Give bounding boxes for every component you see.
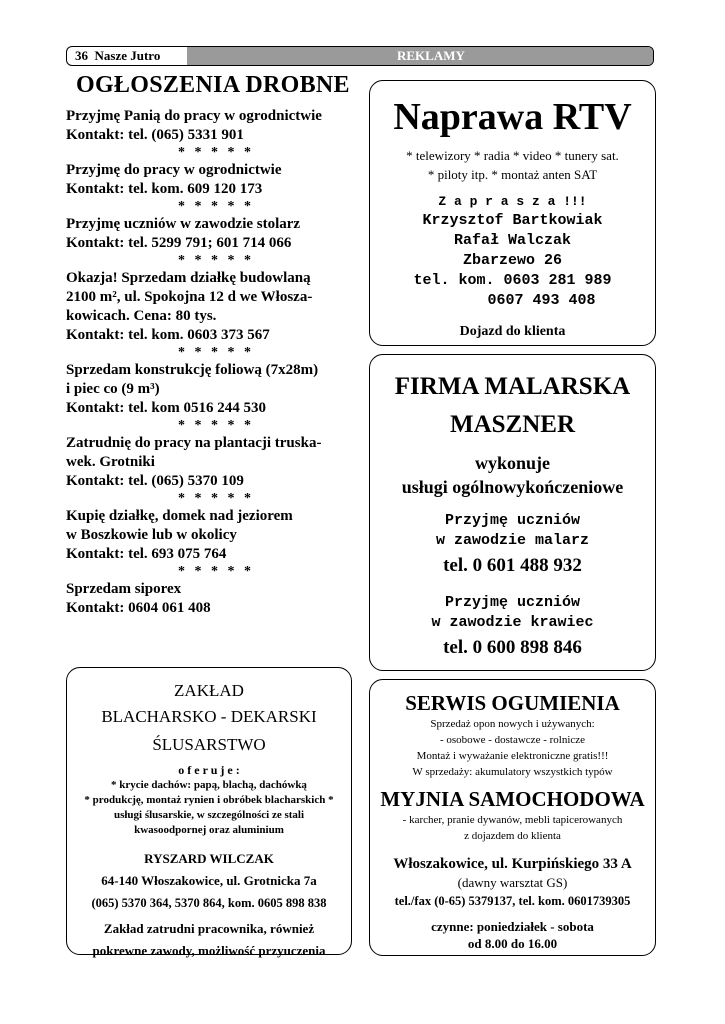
malarska-phone-1: tel. 0 601 488 932: [443, 555, 582, 576]
classified-ad-line: Okazja! Sprzedam działkę budowlaną: [66, 270, 311, 286]
blacharski-owner: RYSZARD WILCZAK: [144, 851, 274, 866]
classified-separator: * * * * *: [178, 199, 254, 214]
rtv-invite: Z a p r a s z a !!!: [438, 194, 587, 209]
classified-separator: * * * * *: [178, 145, 254, 160]
classified-ad-line: Kontakt: tel. kom. 0603 373 567: [66, 327, 270, 343]
blacharski-offers: o f e r u j e :: [178, 763, 240, 777]
ogumienie-title: SERWIS OGUMIENIA: [405, 691, 620, 715]
classified-separator: * * * * *: [178, 491, 254, 506]
ad-firma-malarska: [369, 354, 656, 671]
classified-ad: [66, 507, 366, 564]
ogumienie-hours-2: od 8.00 do 16.00: [467, 936, 558, 951]
classified-ad-line: Przyjmę do pracy w ogrodnictwie: [66, 162, 282, 178]
page-number: 36 Nasze Jutro: [75, 48, 161, 63]
classified-ad-line: wek. Grotniki: [66, 454, 155, 470]
rtv-name-1: Krzysztof Bartkowiak: [422, 212, 603, 229]
ogumienie-phones: tel./fax (0-65) 5379137, tel. kom. 0601739305: [394, 894, 631, 908]
blacharski-item-2: * produkcję, montaż rynien i obróbek blacharskich *: [84, 794, 334, 806]
classified-ad-line: i piec co (9 m³): [66, 381, 160, 397]
classified-separator: * * * * *: [178, 564, 254, 579]
classified-ad: [66, 215, 366, 253]
malarska-offer-1b: w zawodzie malarz: [435, 532, 590, 549]
blacharski-phones: (065) 5370 364, 5370 864, kom. 0605 898 838: [91, 896, 327, 910]
ogumienie-address: Włoszakowice, ul. Kurpińskiego 33 A: [393, 856, 632, 872]
classified-ad: [66, 434, 366, 491]
malarska-title-2: MASZNER: [449, 411, 575, 438]
blacharski-item-4: kwasoodpornej oraz aluminium: [134, 824, 284, 836]
classified-ad-line: Przyjmę Panią do pracy w ogrodnictwie: [66, 108, 322, 124]
ogumienie-former: (dawny warsztat GS): [457, 875, 568, 890]
malarska-phone-2: tel. 0 600 898 846: [443, 637, 582, 658]
classified-separator: * * * * *: [178, 418, 254, 433]
classified-ad-line: Zatrudnię do pracy na plantacji truska-: [66, 435, 322, 451]
ogumienie-line-4: W sprzedaży: akumulatory wszystkich typów: [412, 766, 613, 778]
classified-ad: [66, 580, 366, 618]
malarska-offer-1a: Przyjmę uczniów: [444, 512, 581, 529]
classified-ad-line: w Boszkowie lub w okolicy: [66, 527, 237, 543]
classified-ad: [66, 361, 366, 418]
classified-ad: [66, 269, 366, 345]
ogumienie-hours-1: czynne: poniedziałek - sobota: [431, 919, 594, 934]
blacharski-title-1: ZAKŁAD: [174, 681, 244, 700]
page-header: [66, 46, 654, 66]
classified-separator: * * * * *: [178, 345, 254, 360]
classified-ad-line: Przyjmę uczniów w zawodzie stolarz: [66, 216, 301, 232]
classified-ad-line: Kontakt: tel. 693 075 764: [66, 546, 227, 562]
blacharski-title-2: BLACHARSKO - DEKARSKI: [101, 707, 317, 726]
ogumienie-line-3: Montaż i wyważanie elektroniczne gratis!!!: [416, 750, 609, 762]
section-title: REKLAMY: [397, 48, 465, 63]
classified-ad-line: kowicach. Cena: 80 tys.: [66, 308, 217, 324]
classifieds-list: [66, 107, 366, 618]
ogumienie-line-2: - osobowe - dostawcze - rolnicze: [439, 734, 586, 746]
classified-ad-line: Kontakt: tel. (065) 5331 901: [66, 127, 244, 143]
classified-ad-line: Kontakt: tel. kom. 609 120 173: [66, 181, 263, 197]
classified-ad-line: Kontakt: 0604 061 408: [66, 600, 211, 616]
rtv-phone-1: tel. kom. 0603 281 989: [413, 272, 612, 289]
classified-ad-line: Kupię działkę, domek nad jeziorem: [66, 508, 293, 524]
rtv-phone-2: 0607 493 408: [487, 292, 596, 309]
classified-ad-line: Kontakt: tel. 5299 791; 601 714 066: [66, 235, 292, 251]
malarska-line-2: usługi ogólnowykończeniowe: [401, 477, 624, 497]
malarska-offer-2a: Przyjmę uczniów: [444, 594, 581, 611]
ad-naprawa-rtv: [369, 80, 656, 346]
ad-zaklad-blacharski: [66, 667, 352, 958]
ogumienie-line-6: z dojazdem do klienta: [464, 830, 561, 842]
classified-ad-line: Kontakt: tel. (065) 5370 109: [66, 473, 244, 489]
blacharski-title-3: ŚLUSARSTWO: [152, 735, 266, 754]
blacharski-item-3: usługi ślusarskie, w szczególności ze stali: [113, 809, 305, 821]
rtv-name-2: Rafał Walczak: [453, 232, 572, 249]
classified-ad-line: Sprzedam konstrukcję foliową (7x28m): [66, 362, 319, 378]
rtv-note: Dojazd do klienta: [459, 324, 566, 339]
classified-ad-line: Sprzedam siporex: [66, 581, 182, 597]
blacharski-note-1: Zakład zatrudni pracownika, również: [103, 921, 315, 936]
rtv-address: Zbarzewo 26: [462, 252, 563, 269]
rtv-title: Naprawa RTV: [393, 96, 632, 138]
malarska-title-1: FIRMA MALARSKA: [394, 373, 631, 400]
classified-ad: [66, 107, 366, 145]
classified-ad-line: Kontakt: tel. kom 0516 244 530: [66, 400, 266, 416]
blacharski-item-1: * krycie dachów: papą, blachą, dachówką: [111, 779, 307, 791]
classified-ad: [66, 161, 366, 199]
rtv-services-1: * telewizory * radia * video * tunery sat.: [406, 148, 619, 163]
rtv-services-2: * piloty itp. * montaż anten SAT: [427, 167, 598, 182]
classifieds-heading: OGŁOSZENIA DROBNE: [76, 72, 350, 98]
ad-serwis-ogumienia: [369, 679, 656, 956]
ogumienie-line-5: - karcher, pranie dywanów, mebli tapicerowanych: [402, 814, 623, 826]
blacharski-note-2: pokrewne zawody, możliwość przyuczenia: [92, 943, 326, 958]
classifieds-column: [66, 72, 366, 618]
malarska-line-1: wykonuje: [474, 453, 550, 473]
blacharski-address: 64-140 Włoszakowice, ul. Grotnicka 7a: [101, 873, 317, 888]
malarska-offer-2b: w zawodzie krawiec: [431, 614, 594, 631]
classified-separator: * * * * *: [178, 253, 254, 268]
ogumienie-line-1: Sprzedaż opon nowych i używanych:: [430, 718, 595, 730]
ogumienie-title-2: MYJNIA SAMOCHODOWA: [380, 787, 645, 811]
classified-ad-line: 2100 m², ul. Spokojna 12 d we Włosza-: [66, 289, 313, 305]
